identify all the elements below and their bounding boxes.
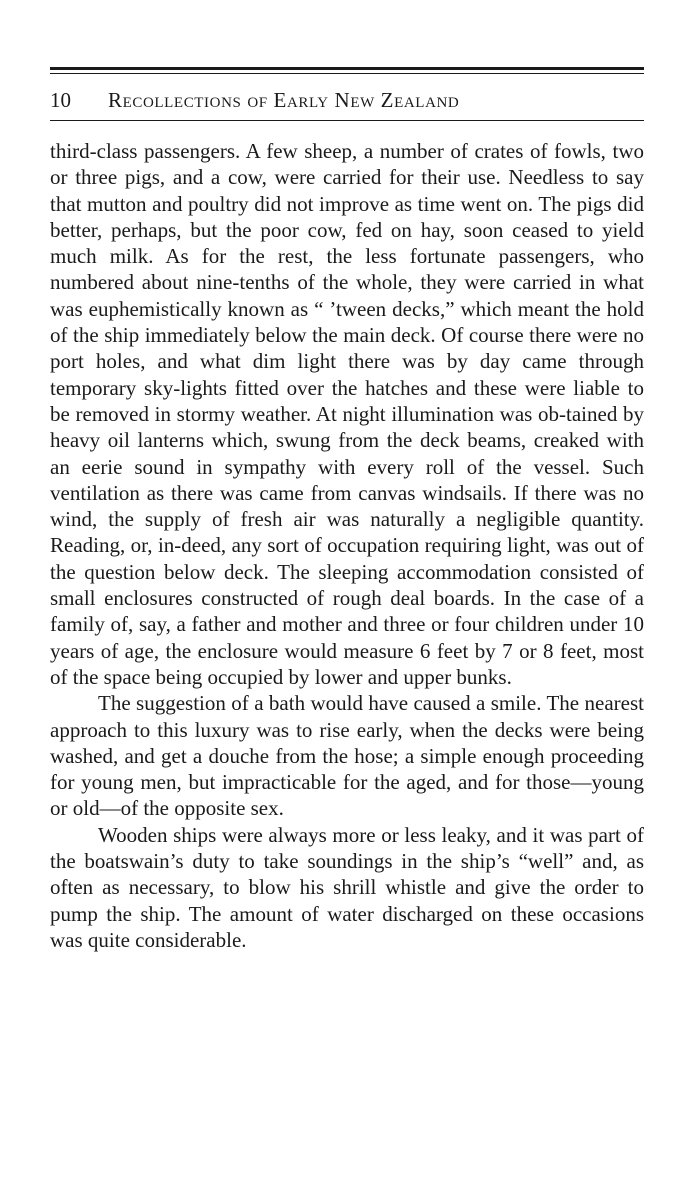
header-rule-thick xyxy=(50,67,644,70)
header-rule-bottom xyxy=(50,120,644,121)
header-rule-thin xyxy=(50,73,644,74)
page-number: 10 xyxy=(50,88,71,112)
running-title: Recollections of Early New Zealand xyxy=(108,88,460,112)
book-page xyxy=(50,0,644,1179)
running-head xyxy=(50,86,644,114)
paragraph-bath: The suggestion of a bath would have caused a smile. The nearest approach to this luxury was to rise early, when the decks were being washed, and get a douche from the hose; a simple enough proceeding for young men, but impracticable for the aged, and for those—young or old—of the opposite sex. xyxy=(50,691,644,821)
paragraph-wooden-ships: Wooden ships were always more or less leaky, and it was part of the boatswain’s duty to take soundings in the ship’s “well” and, as often as necessary, to blow his shrill whistle and give the order to pump the ship. The amount of water discharged on these occasions was quite considerable. xyxy=(50,822,644,952)
paragraph-continued: third-class passengers. A few sheep, a number of crates of fowls, two or three pigs, and a cow, were carried for their use. Needless to say that mutton and poultry did not improve as time went on. The pigs did better, perhaps, but the poor cow, fed on hay, soon ceased to yield much milk. As for the rest, the less fortunate passengers, who numbered about nine-tenths of the whole, they were carried in what was euphemistically known as “ ’tween decks,” which meant the hold of the ship immediately below the main deck. Of course there were no port holes, and what dim light there was by day came through temporary sky-lights fitted over the hatches and these were liable to be removed in stormy weather. At night illumination was ob-tained by heavy oil lanterns which, swung from the deck beams, creaked with an eerie sound in sympathy with every roll of the vessel. Such ventilation as there was came from canvas windsails. If there was no wind, the supply of fresh air was naturally a negligible quantity. Reading, or, in-deed, any sort of occupation requiring light, was out of the question below deck. The sleeping accommodation consisted of small enclosures constructed of rough deal boards. In the case of a family of, say, a father and mother and three or four children under 10 years of age, the enclosure would measure 6 feet by 7 or 8 feet, most of the space being occupied by lower and upper bunks. xyxy=(50,139,644,689)
body-text xyxy=(50,138,644,953)
